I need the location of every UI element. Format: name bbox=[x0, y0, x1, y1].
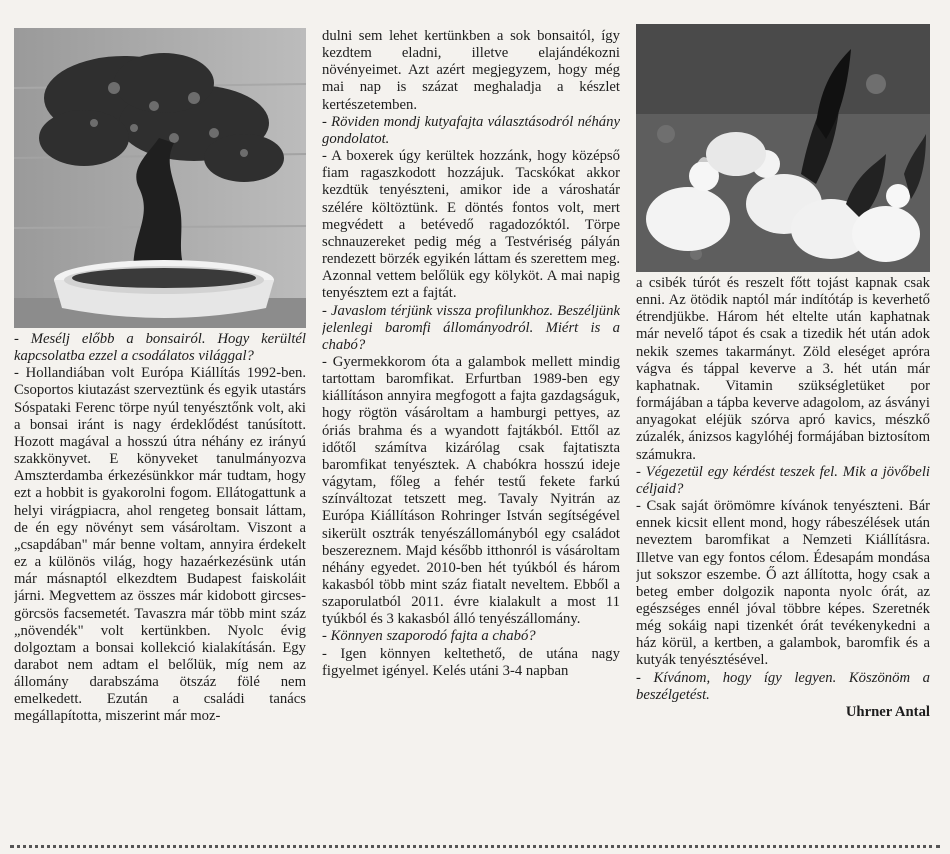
bonsai-tree-icon bbox=[14, 28, 306, 328]
interview-answer: - Gyermekkorom óta a galambok mellett mindig tartottam baromfikat. Erfurtban 1989-ben egy kiállításon annyira megfogott a fajta gazdagságuk, hogy rögtön vásároltam a hamburgi pettyes, az óriás brahma és a wyandott fajtákból. Ettől az időtől számítva kizárólag csak fajtatiszta baromfikat tenyésztek. A chabókra hosszú ideje vágytam, főleg a fehér testű fekete farkú színváltozat tetszett meg. Tavaly Nyitrán az Európa Kiállításon Rohringer István segítségével sikerült osztrák tenyészállományból egy családot beszereznem. Majd később itthonról is vásároltam néhány egyedet. 2010-ben hét tyúkból és három kakasból több mint száz fiatalt neveltem. Ebből a szaporulatból 2011. évre kialakult a most 11 tyúkból és 3 kakasból álló tenyészállomány. bbox=[322, 353, 620, 628]
article-column-2 bbox=[322, 28, 620, 828]
interview-answer: - A boxerek úgy kerültek hozzánk, hogy középső fiam ragaszkodott hozzájuk. Tacskókat akkor kezdtük tenyészteni, amikor ide a városhatár szélére költöztünk. E döntés fontos volt, mert megvédett a betévedő ragadozóktól. Törpe schnauzereket pedig még a Testvériség pályán rendezett börzék egyikén láttam és szerettem meg. Azonnal vettem belőlük egy kölyköt. A mai napig tenyésztem ezt a fajtát. bbox=[322, 148, 620, 302]
interview-question: - Könnyen szaporodó fajta a chabó? bbox=[322, 628, 536, 645]
interview-answer: a csibék túrót és reszelt főtt tojást kapnak csak enni. Az ötödik naptól már indítótáp is keverhető étrendjükbe. Három hét eltelte után kaphatnak már nevelő tápot és csak a tizedik hét után adok nekik szemes takarmányt. Zöld eleséget apróra vágva és táppal keverve a 3. hét után már kaphatnak. Vitamin szükségletüket por formájában a tápba keverve adagolom, az ásványi anyagokat eléjük szórva apró kavics, mészkő zúzalék, ánizsos kagylóhéj formájában biztosítom számukra. bbox=[636, 275, 930, 463]
bonsai-photo bbox=[14, 28, 306, 328]
author-signature: Uhrner Antal bbox=[845, 703, 930, 720]
interview-answer: dulni sem lehet kertünkben a sok bonsaitól, így kezdtem eladni, illetve elajándékozni növényeimet. Azt azért megjegyzem, hogy még mai nap is százat meghaladja a készlet kertészetemben. bbox=[322, 28, 620, 113]
interview-question: - Kívánom, hogy így legyen. Köszönöm a beszélgetést. bbox=[636, 669, 930, 703]
interview-answer: - Igen könnyen keltethető, de utána nagy figyelmet igényel. Kelés utáni 3-4 napban bbox=[322, 645, 620, 679]
chickens-icon bbox=[636, 24, 930, 272]
interview-question: - Mesélj előbb a bonsairól. Hogy kerültél kapcsolatba ezzel a csodálatos világgal? bbox=[14, 331, 306, 365]
bottom-dotted-rule bbox=[10, 845, 940, 848]
article-column-1 bbox=[14, 0, 306, 828]
article-column-3 bbox=[636, 0, 930, 828]
interview-question: - Röviden mondj kutyafajta választásodról néhány gondolatot. bbox=[322, 113, 620, 147]
interview-question: - Végezetül egy kérdést teszek fel. Mik a jövőbeli céljaid? bbox=[636, 463, 930, 497]
interview-answer: - Hollandiában volt Európa Kiállítás 1992-ben. Csoportos kiutazást szerveztünk és egyik utastárs Sóspataki Ferenc törpe nyúl tenyésztőnk volt, aki a bonsai iránt is nagy érdeklődést tanúsított. Hozott magával a hosszú útra néhány ez irányú szakkönyvet. E könyveket tanulmányozva Amszterdamba érkezésünkkor már tudtam, hogy ezt a hobbit is gyakorolni fogom. Ellátogattunk a helyi virágpiacra, ahol rengeteg bonsait láttam, de én egy növényt sem vásároltam. Viszont a „csapdában" már benne voltam, annyira érdekelt ez a különös világ, hogy hazaérkezésünk után már másnaptól elkezdtem Budapest faiskoláit járni. Megvettem az összes már kidobott gircses-görcsös facsemetét. Tavaszra már több mint száz „növendék" volt kertünkben. Nyolc évig dolgoztam a bonsai kollekció kialakításán. Egy darabot nem adtam el belőlük, míg nem az állomány darabszáma ötszáz fölé nem emelkedett. Ezután a családi tanács megállapította, miszerint már moz- bbox=[14, 365, 306, 725]
chabo-chickens-photo bbox=[636, 24, 930, 272]
interview-question: - Javaslom térjünk vissza profilunkhoz. Beszéljünk jelenlegi baromfi állományodról. Miért is a chabó? bbox=[322, 302, 620, 353]
interview-answer: - Csak saját örömömre kívánok tenyészteni. Bár ennek kicsit ellent mond, hogy rábeszélések után neveztem baromfikat a Nemzeti Kiállításra. Illetve van egy fontos célom. Édesapám mondása jut sokszor eszembe. Ő azt állította, hogy csak a beteg ember dolgozik naponta nyolc órát, az egészséges ennél jóval többre képes. Szeretnék még sokáig napi tizenkét órát tevékenykedni a ház körül, a kertben, a galambok, baromfik és a kutyák tenyésztésével. bbox=[636, 498, 930, 669]
